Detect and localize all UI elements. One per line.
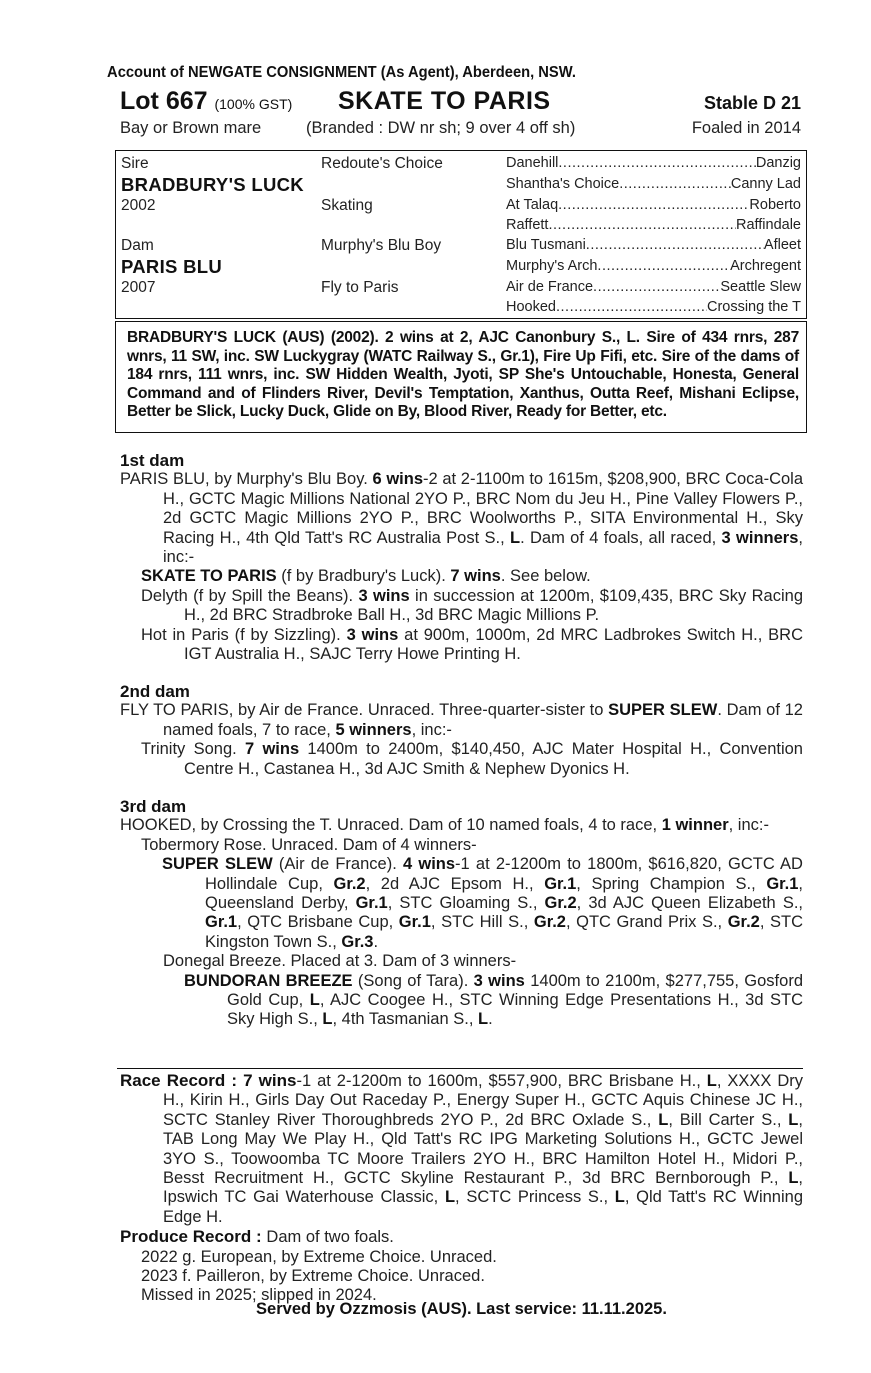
foal-entry: SUPER SLEW (Air de France). 4 wins-1 at 2-1200m to 1800m, $616,820, GCTC AD Hollindale Cup, Gr.2, 2d AJC Epsom H., Gr.1, Spring Champion S., Gr.1, Queensland Derby, Gr.1, STC Gloaming S., Gr.2, 3d AJC Queen Elizabeth S., Gr.1, QTC Brisbane Cup, Gr.1, STC Hill S., Gr.2, QTC Grand Prix S., Gr.2, STC Kingston Town S., Gr.3.: [162, 855, 804, 951]
foal-entry: Tobermory Rose. Unraced. Dam of 4 winners-: [141, 835, 477, 854]
dam-label: Dam: [121, 237, 154, 254]
foal-entry: Delyth (f by Spill the Beans). 3 wins in succession at 1200m, $109,435, BRC Sky Racing H., 2d BRC Stradbroke Ball H., 3d BRC Magic Millions P.: [141, 586, 803, 625]
dam-sire: Murphy's Blu Boy: [321, 237, 442, 254]
foal-entry: Hot in Paris (f by Sizzling). 3 wins at 900m, 1000m, 2d MRC Ladbrokes Switch H., BRC IGT Australia H., SAJC Terry Howe Printing H.: [141, 625, 804, 664]
grandparent-row: Danehill ..... Danzig: [506, 155, 801, 171]
foal-entry: Donegal Breeze. Placed at 3. Dam of 3 winners-: [163, 952, 517, 971]
third-dam-section: [120, 797, 803, 1030]
produce-item: 2022 g. European, by Extreme Choice. Unraced.: [141, 1247, 497, 1266]
stable-location: Stable D 21: [703, 93, 801, 113]
third-dam-heading: 3rd dam: [120, 797, 187, 816]
sire-name: BRADBURY'S LUCK: [121, 174, 304, 195]
lot-header: [120, 87, 803, 117]
sire-sire: Redoute's Choice: [321, 155, 443, 172]
grandparent-row: Raffett ..... Raffindale: [506, 217, 801, 233]
dam-name: PARIS BLU: [121, 256, 223, 277]
foal-entry: BUNDORAN BREEZE (Song of Tara). 3 wins 1400m to 2100m, $277,755, Gosford Gold Cup, L, AJC Coogee H., STC Winning Edge Presentations H., 3d STC Sky High S., L, 4th Tasmanian S., L.: [184, 971, 804, 1029]
produce-record: Produce Record : Dam of two foals.: [120, 1227, 394, 1247]
grandparent-row: Air de France ..... Seattle Slew: [506, 279, 801, 295]
foaled-year: Foaled in 2014: [691, 119, 801, 137]
second-dam-heading: 2nd dam: [120, 682, 190, 701]
sire-label: Sire: [121, 155, 149, 172]
first-dam-section: [120, 451, 803, 664]
served-note: Served by Ozzmosis (AUS). Last service: 11.11.2025.: [256, 1300, 667, 1318]
second-dam-paragraph: FLY TO PARIS, by Air de France. Unraced. Three-quarter-sister to SUPER SLEW. Dam of 12 named foals, 7 to race, 5 winners, inc:-: [120, 701, 803, 739]
foal-entry: SKATE TO PARIS (f by Bradbury's Luck). 7 wins. See below.: [141, 567, 591, 586]
grandparent-row: At Talaq ..... Roberto: [506, 197, 801, 213]
lot-number: Lot 667 (100% GST): [120, 87, 293, 115]
race-record: Race Record : 7 wins-1 at 2-1200m to 1600m, $557,900, BRC Brisbane H., L, XXXX Dry H., Kirin H., Girls Day Out Raceday P., Energy Super H., GCTC Aquis Chinese JC H., SCTC Stanley River Thoroughbreds 2YO P., 2d BRC Oxlade S., L, Bill Carter S., L, TAB Long May We Play H., Qld Tatt's RC IPG Marketing Solutions H., GCTC Jewel 3YO S., Toowoomba TC Moore Trailers 2YO H., BRC Hamilton Hotel H., Midori P., Besst Recruitment H., GCTC Skyline Restaurant P., 3d BRC Bernborough P., L, Ipswich TC Gai Waterhouse Classic, L, SCTC Princess S., L, Qld Tatt's RC Winning Edge H.: [120, 1071, 803, 1226]
dam-year: 2007: [121, 279, 156, 296]
third-dam-paragraph: HOOKED, by Crossing the T. Unraced. Dam of 10 named foals, 4 to race, 1 winner, inc:-: [120, 816, 769, 835]
second-dam-section: [120, 682, 803, 779]
brand-info: (Branded : DW nr sh; 9 over 4 off sh): [306, 119, 576, 137]
divider: [117, 1068, 803, 1069]
sire-dam: Skating: [321, 197, 373, 214]
records-section: [120, 1071, 803, 1306]
grandparent-row: Hooked ..... Crossing the T: [506, 299, 801, 315]
sire-year: 2002: [121, 197, 156, 214]
consignor-line: Account of NEWGATE CONSIGNMENT (As Agent), Aberdeen, NSW.: [107, 64, 576, 81]
horse-name: SKATE TO PARIS: [338, 87, 551, 115]
produce-item: 2023 f. Pailleron, by Extreme Choice. Unraced.: [141, 1267, 485, 1286]
grandparent-row: Murphy's Arch ..... Archregent: [506, 258, 801, 274]
foal-entry: Trinity Song. 7 wins 1400m to 2400m, $140,450, AJC Mater Hospital H., Convention Centre H., Castanea H., 3d AJC Smith & Nephew Dyonics H.: [141, 740, 803, 778]
colour-sex: Bay or Brown mare: [120, 119, 262, 137]
gst-note: (100% GST): [214, 96, 293, 112]
first-dam-paragraph: PARIS BLU, by Murphy's Blu Boy. 6 wins-2 at 2-1100m to 1615m, $208,900, BRC Coca-Cola H., GCTC Magic Millions National 2YO P., BRC Nom du Jeu H., Pine Valley Flowers P., 2d GCTC Magic Millions 2YO P., BRC Woolworths P., SITA Environmental H., Sky Racing H., 4th Qld Tatt's RC Australia Post S., L. Dam of 4 foals, all raced, 3 winners, inc:-: [120, 470, 804, 567]
dam-dam: Fly to Paris: [321, 279, 399, 296]
first-dam-heading: 1st dam: [120, 451, 185, 470]
sire-summary-box: [115, 321, 807, 433]
pedigree-table: [115, 150, 807, 319]
grandparent-row: Shantha's Choice ..... Canny Lad: [506, 176, 801, 192]
produce-item: Missed in 2025; slipped in 2024.: [141, 1286, 377, 1305]
grandparent-row: Blu Tusmani ..... Afleet: [506, 237, 801, 253]
sire-summary: BRADBURY'S LUCK (AUS) (2002). 2 wins at 2, AJC Canonbury S., L. Sire of 434 rnrs, 287 wnrs, 11 SW, inc. SW Luckygray (WATC Railway S., Gr.1), Fire Up Fifi, etc. Sire of the dams of 184 rnrs, 111 wnrs, inc. SW Hidden Wealth, Jyoti, SP She's Untouchable, Honesta, General Command and of Flinders River, Devil's Temptation, Xanthus, Outta Reef, Mishani Eclipse, Better be Slick, Lucky Duck, Glide on By, Blood River, Ready for Better, etc.: [127, 329, 799, 420]
